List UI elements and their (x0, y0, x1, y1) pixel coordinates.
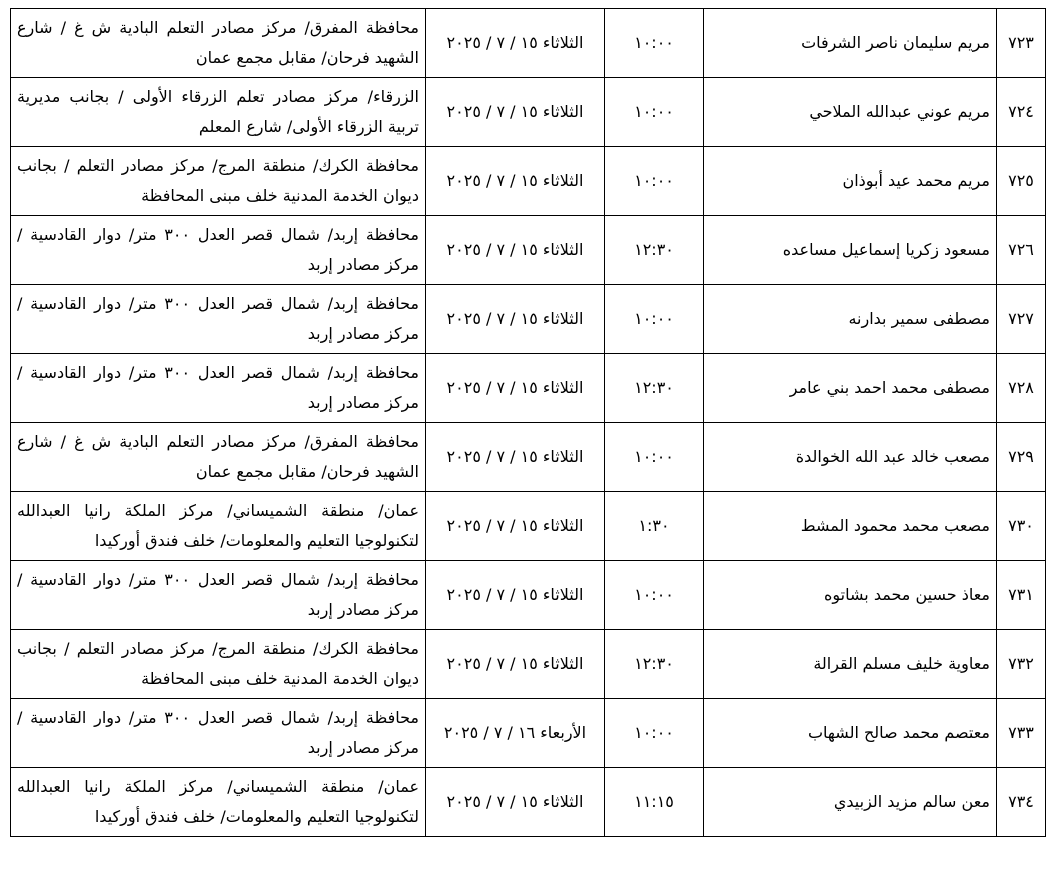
candidate-name: مصعب خالد عبد الله الخوالدة (704, 423, 997, 492)
candidate-name: مصطفى محمد احمد بني عامر (704, 354, 997, 423)
exam-time: ١٠:٠٠ (605, 561, 704, 630)
exam-location: محافظة الكرك/ منطقة المرج/ مركز مصادر التعلم / بجانب ديوان الخدمة المدنية خلف مبنى المحافظة (11, 630, 426, 699)
exam-time: ١٢:٣٠ (605, 216, 704, 285)
exam-date: الثلاثاء ١٥ / ٧ / ٢٠٢٥ (426, 768, 605, 837)
candidate-name: معاذ حسين محمد بشاتوه (704, 561, 997, 630)
exam-time: ١٠:٠٠ (605, 285, 704, 354)
candidate-name: مريم سليمان ناصر الشرفات (704, 9, 997, 78)
table-row (11, 768, 1046, 837)
exam-time: ١٢:٣٠ (605, 354, 704, 423)
table-row (11, 492, 1046, 561)
exam-date: الثلاثاء ١٥ / ٧ / ٢٠٢٥ (426, 492, 605, 561)
row-number: ٧٢٣ (997, 9, 1046, 78)
schedule-table (10, 8, 1046, 837)
row-number: ٧٣٢ (997, 630, 1046, 699)
exam-location: محافظة المفرق/ مركز مصادر التعلم البادية ش غ / شارع الشهيد فرحان/ مقابل مجمع عمان (11, 423, 426, 492)
exam-time: ١٠:٠٠ (605, 699, 704, 768)
row-number: ٧٢٥ (997, 147, 1046, 216)
row-number: ٧٣١ (997, 561, 1046, 630)
candidate-name: مسعود زكريا إسماعيل مساعده (704, 216, 997, 285)
exam-time: ١٠:٠٠ (605, 147, 704, 216)
exam-location: محافظة إربد/ شمال قصر العدل ٣٠٠ متر/ دوار القادسية / مركز مصادر إربد (11, 561, 426, 630)
candidate-name: مريم محمد عيد أبوذان (704, 147, 997, 216)
exam-location: محافظة إربد/ شمال قصر العدل ٣٠٠ متر/ دوار القادسية / مركز مصادر إربد (11, 216, 426, 285)
exam-location: الزرقاء/ مركز مصادر تعلم الزرقاء الأولى / بجانب مديرية تربية الزرقاء الأولى/ شارع المعلم (11, 78, 426, 147)
exam-time: ١:٣٠ (605, 492, 704, 561)
candidate-name: مصعب محمد محمود المشط (704, 492, 997, 561)
exam-date: الثلاثاء ١٥ / ٧ / ٢٠٢٥ (426, 147, 605, 216)
exam-time: ١١:١٥ (605, 768, 704, 837)
exam-date: الثلاثاء ١٥ / ٧ / ٢٠٢٥ (426, 9, 605, 78)
row-number: ٧٣٤ (997, 768, 1046, 837)
table-row (11, 216, 1046, 285)
row-number: ٧٣٠ (997, 492, 1046, 561)
row-number: ٧٢٩ (997, 423, 1046, 492)
exam-date: الثلاثاء ١٥ / ٧ / ٢٠٢٥ (426, 285, 605, 354)
row-number: ٧٣٣ (997, 699, 1046, 768)
exam-location: عمان/ منطقة الشميساني/ مركز الملكة رانيا العبدالله لتكنولوجيا التعليم والمعلومات/ خلف فندق أوركيدا (11, 492, 426, 561)
schedule-rows (11, 9, 1046, 837)
exam-date: الثلاثاء ١٥ / ٧ / ٢٠٢٥ (426, 561, 605, 630)
exam-time: ١٠:٠٠ (605, 9, 704, 78)
exam-date: الثلاثاء ١٥ / ٧ / ٢٠٢٥ (426, 78, 605, 147)
candidate-name: معن سالم مزيد الزبيدي (704, 768, 997, 837)
exam-date: الأربعاء ١٦ / ٧ / ٢٠٢٥ (426, 699, 605, 768)
exam-date: الثلاثاء ١٥ / ٧ / ٢٠٢٥ (426, 630, 605, 699)
table-row (11, 78, 1046, 147)
table-row (11, 423, 1046, 492)
exam-time: ١٢:٣٠ (605, 630, 704, 699)
exam-time: ١٠:٠٠ (605, 423, 704, 492)
row-number: ٧٢٤ (997, 78, 1046, 147)
candidate-name: مريم عوني عبدالله الملاحي (704, 78, 997, 147)
table-row (11, 699, 1046, 768)
exam-location: محافظة إربد/ شمال قصر العدل ٣٠٠ متر/ دوار القادسية / مركز مصادر إربد (11, 285, 426, 354)
row-number: ٧٢٧ (997, 285, 1046, 354)
exam-location: محافظة الكرك/ منطقة المرج/ مركز مصادر التعلم / بجانب ديوان الخدمة المدنية خلف مبنى المحافظة (11, 147, 426, 216)
exam-date: الثلاثاء ١٥ / ٧ / ٢٠٢٥ (426, 423, 605, 492)
table-row (11, 561, 1046, 630)
candidate-name: معاوية خليف مسلم القرالة (704, 630, 997, 699)
table-row (11, 354, 1046, 423)
table-row (11, 630, 1046, 699)
exam-location: عمان/ منطقة الشميساني/ مركز الملكة رانيا العبدالله لتكنولوجيا التعليم والمعلومات/ خلف فندق أوركيدا (11, 768, 426, 837)
exam-date: الثلاثاء ١٥ / ٧ / ٢٠٢٥ (426, 354, 605, 423)
table-row (11, 9, 1046, 78)
candidate-name: مصطفى سمير بدارنه (704, 285, 997, 354)
row-number: ٧٢٦ (997, 216, 1046, 285)
table-row (11, 285, 1046, 354)
exam-location: محافظة إربد/ شمال قصر العدل ٣٠٠ متر/ دوار القادسية / مركز مصادر إربد (11, 354, 426, 423)
exam-location: محافظة المفرق/ مركز مصادر التعلم البادية ش غ / شارع الشهيد فرحان/ مقابل مجمع عمان (11, 9, 426, 78)
row-number: ٧٢٨ (997, 354, 1046, 423)
exam-location: محافظة إربد/ شمال قصر العدل ٣٠٠ متر/ دوار القادسية / مركز مصادر إربد (11, 699, 426, 768)
table-row (11, 147, 1046, 216)
exam-time: ١٠:٠٠ (605, 78, 704, 147)
exam-date: الثلاثاء ١٥ / ٧ / ٢٠٢٥ (426, 216, 605, 285)
candidate-name: معتصم محمد صالح الشهاب (704, 699, 997, 768)
